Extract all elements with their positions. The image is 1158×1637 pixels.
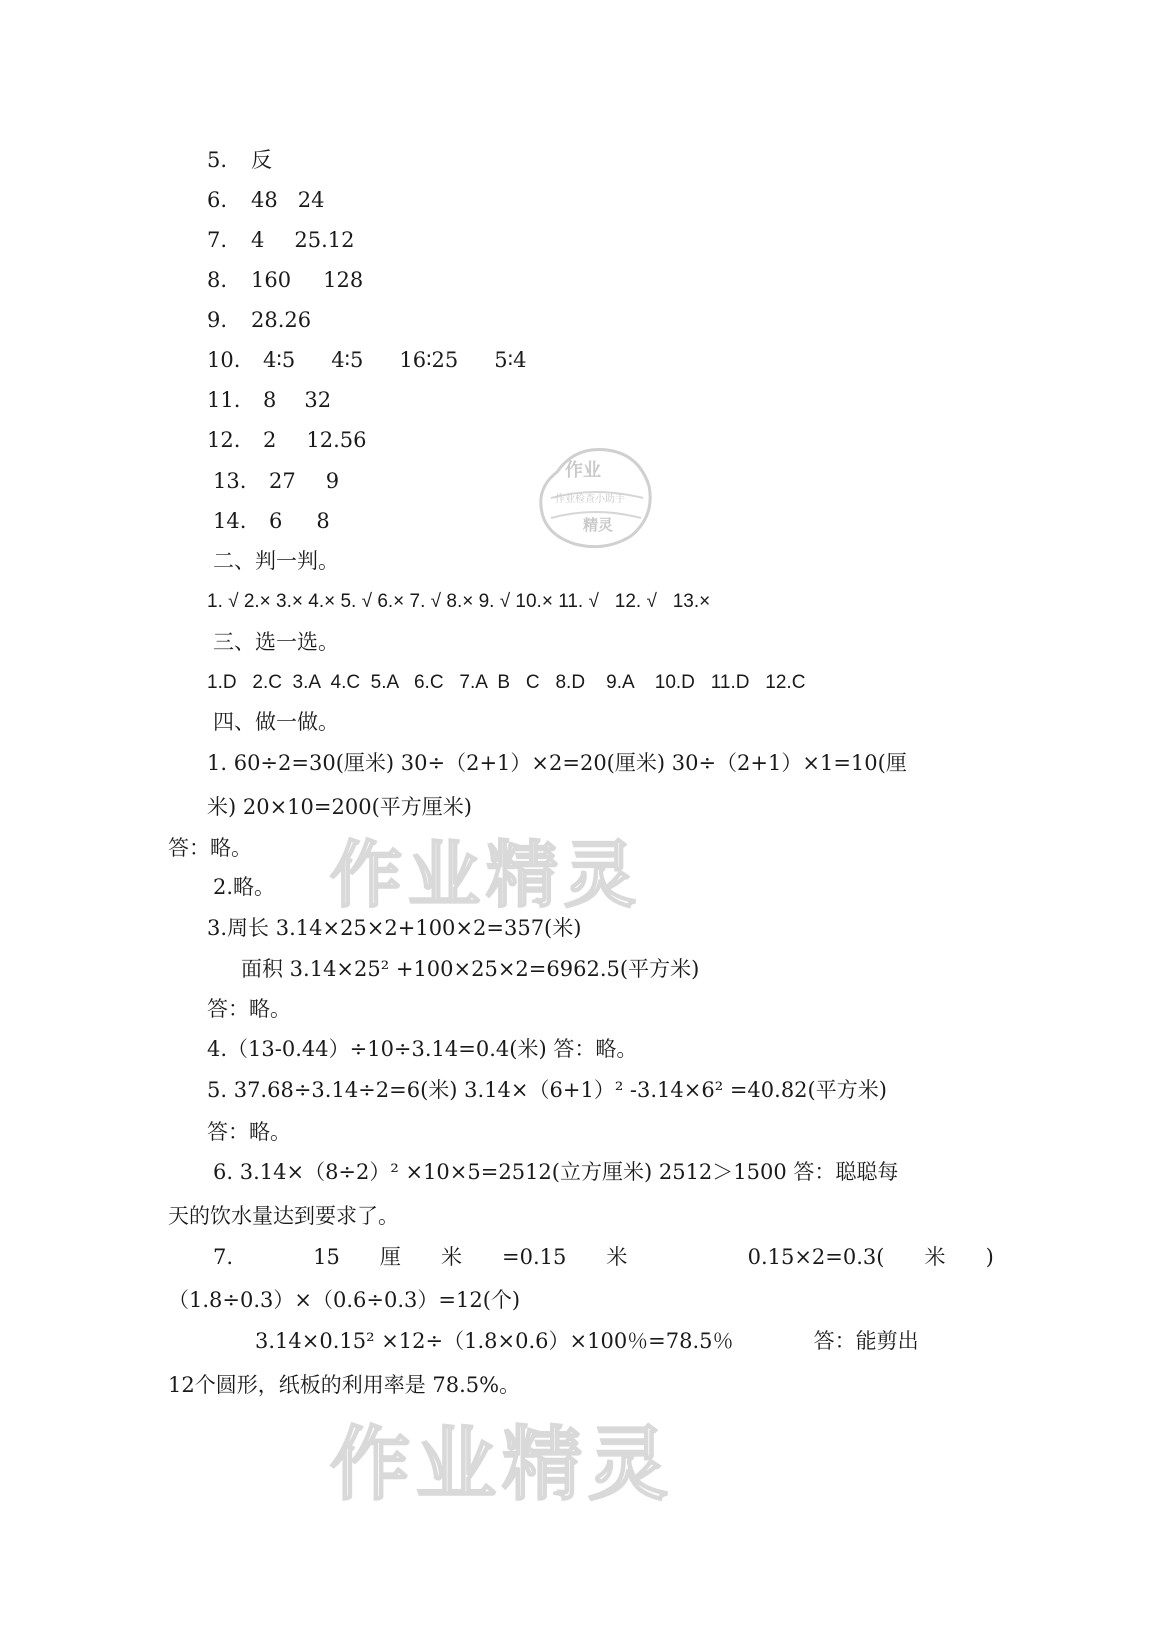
watermark-stamp: [535, 442, 655, 554]
choose-answers: 1.D 2.C 3.A 4.C 5.A 6.C 7.A B C 8.D 9.A 10.D 11.D 12.C: [207, 672, 806, 693]
solution-line: 6. 3.14×（8÷2）² ×10×5=2512(立方厘米) 2512＞1500 答：聪聪每: [213, 1160, 899, 1184]
solution-line: 2.略。: [213, 875, 276, 899]
fill-item-9: 9. 28.26: [207, 308, 312, 332]
section-heading-judge: 二、判一判。: [213, 549, 339, 573]
watermark-text: 作业精灵: [330, 1418, 674, 1511]
fill-item-5: 5. 反: [207, 148, 272, 172]
solution-line: 7. 15 厘 米 =0.15 米 0.15×2=0.3( 米 ): [213, 1245, 994, 1269]
stamp-mid-text: 作业检查小助手: [555, 494, 625, 505]
fill-item-8: 8. 160 128: [207, 268, 364, 292]
fill-item-12: 12. 2 12.56: [207, 428, 367, 452]
solution-line: 答：略。: [168, 836, 252, 860]
fill-item-7: 7. 4 25.12: [207, 228, 355, 252]
section-heading-choose: 三、选一选。: [213, 630, 339, 654]
solution-line: （1.8÷0.3）×（0.6÷0.3）=12(个): [168, 1288, 521, 1312]
solution-line: 天的饮水量达到要求了。: [168, 1204, 399, 1228]
watermark-text: 作业精灵: [330, 833, 643, 917]
stamp-top-text: 作业: [565, 460, 601, 481]
judge-answers: 1. √ 2.× 3.× 4.× 5. √ 6.× 7. √ 8.× 9. √ 10.× 11. √ 12. √ 13.×: [207, 591, 711, 612]
stamp-bottom-text: 精灵: [583, 516, 614, 534]
solution-line: 答：略。: [207, 1120, 291, 1144]
fill-item-14: 14. 6 8: [213, 509, 330, 533]
solution-line: 3.14×0.15² ×12÷（1.8×0.6）×100％=78.5％ 答：能剪出: [255, 1329, 919, 1353]
solution-line: 米) 20×10=200(平方厘米): [207, 795, 472, 819]
solution-line: 12个圆形，纸板的利用率是 78.5%。: [168, 1373, 521, 1397]
fill-item-10: 10. 4∶5 4∶5 16∶25 5∶4: [207, 348, 527, 372]
solution-line: 面积 3.14×25² +100×25×2=6962.5(平方米): [241, 957, 700, 981]
section-heading-do: 四、做一做。: [213, 710, 339, 734]
solution-line: 答：略。: [207, 997, 291, 1021]
solution-line: 3.周长 3.14×25×2+100×2=357(米): [207, 916, 582, 940]
solution-line: 5. 37.68÷3.14÷2=6(米) 3.14×（6+1）² -3.14×6² =40.82(平方米): [207, 1078, 887, 1102]
fill-item-13: 13. 27 9: [213, 469, 340, 493]
solution-line: 4.（13-0.44）÷10÷3.14=0.4(米) 答：略。: [207, 1037, 638, 1061]
solution-line: 1. 60÷2=30(厘米) 30÷（2+1）×2=20(厘米) 30÷（2+1）×1=10(厘: [207, 751, 907, 775]
fill-item-6: 6. 48 24: [207, 188, 325, 212]
fill-item-11: 11. 8 32: [207, 388, 332, 412]
